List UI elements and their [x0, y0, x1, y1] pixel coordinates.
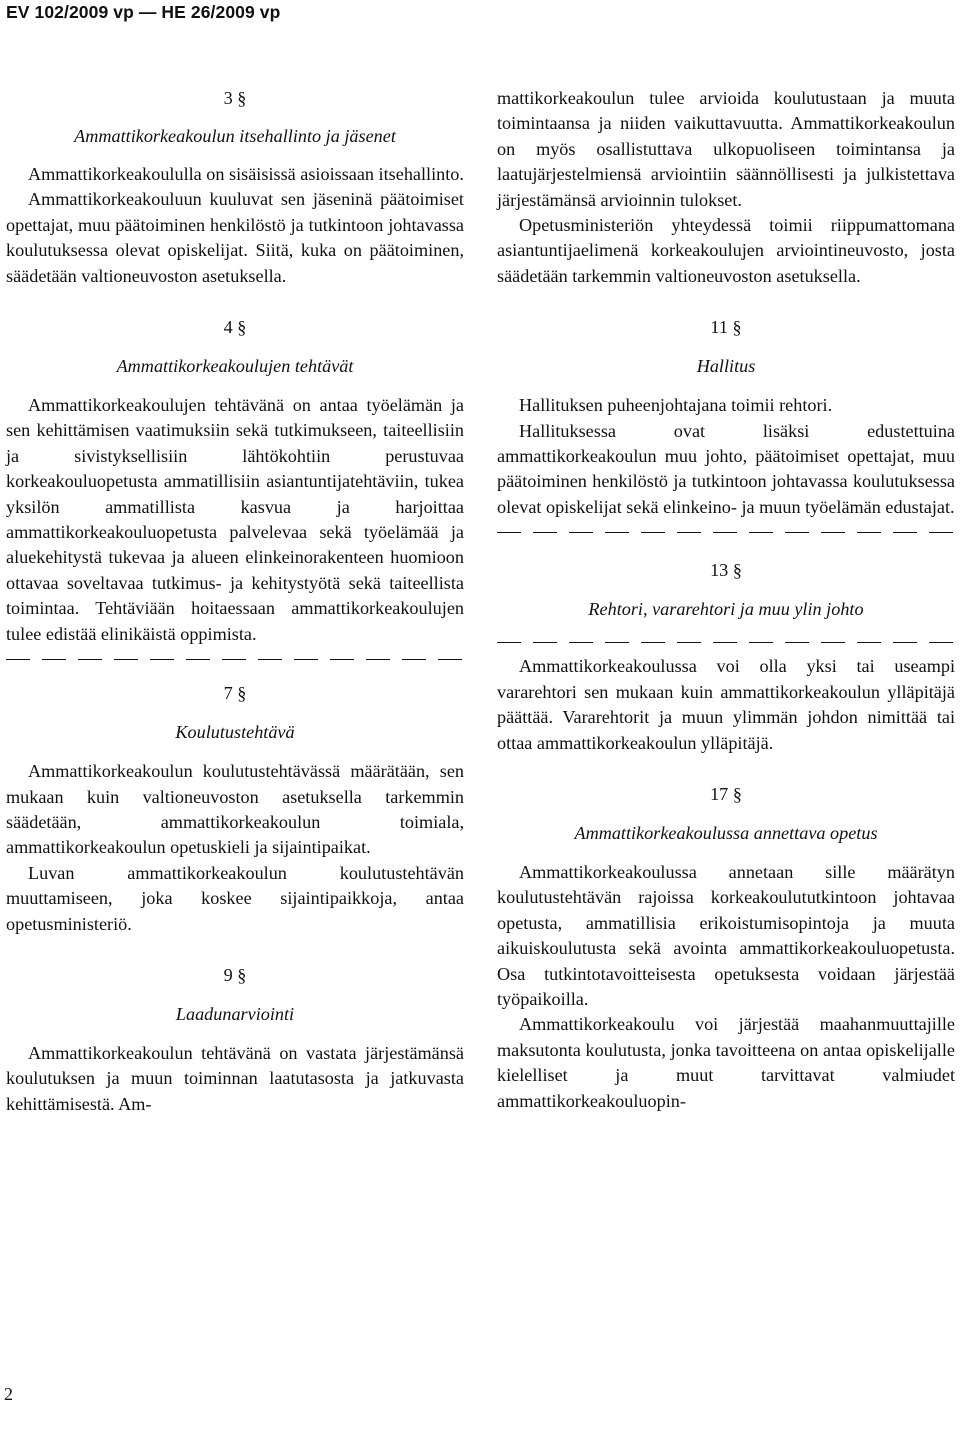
section-title: Ammattikorkeakoulujen tehtävät	[116, 356, 354, 377]
paragraph: Ammattikorkeakoulun koulutustehtävässä määrätään, sen mukaan kuin valtioneuvoston asetuksella tarkemmin säädetään, ammattikorkeakoulun toimiala, ammattikorkeakoulun opetuskieli ja sijaintipaikat.	[6, 761, 464, 858]
section-title: Ammattikorkeakoulun itsehallinto ja jäsenet	[74, 126, 396, 146]
paragraph: Ammattikorkeakoulun tehtävänä on vastata järjestämänsä koulutuksen ja muun toiminnan laatutasosta ja jatkuvasta kehittämisestä. Am-	[6, 1042, 464, 1114]
right-column	[497, 86, 955, 1114]
section-number: 11 §	[710, 317, 742, 338]
paragraph: Ammattikorkeakoulussa voi olla yksi tai useampi vararehtori sen mukaan kuin ammattikorkeakoulun ylläpitäjä päättää. Vararehtorit ja muun ylimmän johdon nimittää tai ottaa ammattikorkeakoulun ylläpitäjä.	[497, 656, 955, 753]
paragraph: Ammattikorkeakoulu voi järjestää maahanmuuttajille maksutonta koulutusta, jonka tavoitteena on antaa opiskelijalle kielelliset ja muut tarvittavat valmiudet ammattikorkeakouluopin-	[497, 1014, 955, 1111]
paragraph: Ammattikorkeakoululla on sisäisissä asioissaan itsehallinto.	[28, 164, 464, 184]
section-title: Laadunarviointi	[175, 1003, 295, 1024]
page-number: 2	[4, 1384, 13, 1404]
running-header: EV 102/2009 vp — HE 26/2009 vp	[6, 2, 281, 22]
omission-dashes	[6, 653, 464, 665]
section-title: Rehtori, vararehtori ja muu ylin johto	[588, 599, 864, 620]
section-number: 17 §	[710, 783, 742, 804]
paragraph-continuation: mattikorkeakoulun tulee arvioida koulutustaan ja muuta toimintaansa ja niiden vaikuttavuutta. Ammattikorkeakoulun on myös osallistuttava ulkopuoliseen toimintansa ja laatujärjestelmiensä arviointiin säännöllisesti ja julkistettava järjestämänsä arvioinnin tulokset.	[497, 88, 955, 210]
section-title: Ammattikorkeakoulussa annettava opetus	[574, 822, 878, 843]
section-title: Koulutustehtävä	[175, 722, 295, 743]
omission-dashes	[497, 526, 955, 538]
section-number: 3 §	[223, 88, 247, 108]
section-title: Hallitus	[696, 356, 756, 377]
paragraph: Ammattikorkeakoulujen tehtävänä on antaa työelämän ja sen kehittämisen vaatimuksiin sekä tutkimukseen, taiteellisiin ja sivistyksellisiin lähtökohtiin perustuvaa korkeakouluopetusta ammatillisiin asiantuntijatehtäviin, tukea yksilön ammatillista kasvua ja harjoittaa ammattikorkeakouluopetusta palvelevaa sekä työelämää ja aluekehitystä tukevaa ja alueen elinkeinorakenteen huomioon ottavaa soveltavaa tutkimus- ja kehitystyötä sekä taiteellista toimintaa. Tehtäviään hoitaessaan ammattikorkeakoulujen tulee edistää elinikäistä oppimista.	[6, 395, 464, 644]
section-number: 7 §	[223, 683, 247, 704]
section-number: 4 §	[223, 317, 247, 338]
paragraph: Hallituksen puheenjohtajana toimii rehtori.	[519, 395, 833, 416]
paragraph: Luvan ammattikorkeakoulun koulutustehtävän muuttamiseen, joka koskee sijaintipaikkoja, antaa opetusministeriö.	[6, 862, 464, 934]
paragraph: Hallituksessa ovat lisäksi edustettuina ammattikorkeakoulun muu johto, päätoimiset opettajat, muu päätoiminen henkilöstö ja tutkintoon johtavassa koulutuksessa olevat opiskelijat sekä elinkeino- ja muun työelämän edustajat.	[497, 420, 955, 517]
section-number: 13 §	[710, 560, 742, 581]
paragraph: Ammattikorkeakouluun kuuluvat sen jäseninä päätoimiset opettajat, muu päätoiminen henkilöstö ja tutkintoon johtavassa koulutuksessa olevat opiskelijat. Siitä, kuka on päätoiminen, säädetään valtioneuvoston asetuksella.	[6, 189, 464, 286]
left-column	[6, 86, 464, 1117]
paragraph: Ammattikorkeakoulussa annetaan sille määrätyn koulutustehtävän rajoissa korkeakoulututkintoon johtavaa opetusta, ammatillisia erikoistumisopintoja ja muuta aikuiskoulutusta sekä avointa ammattikorkeakouluopetusta. Osa tutkintotavoitteisesta opetuksesta voidaan järjestää työpaikoilla.	[497, 861, 955, 1009]
section-number: 9 §	[223, 964, 247, 985]
paragraph: Opetusministeriön yhteydessä toimii riippumattomana asiantuntijaelimenä korkeakoulujen arviointineuvosto, josta säädetään tarkemmin valtioneuvoston asetuksella.	[497, 215, 955, 286]
omission-dashes	[497, 636, 955, 648]
